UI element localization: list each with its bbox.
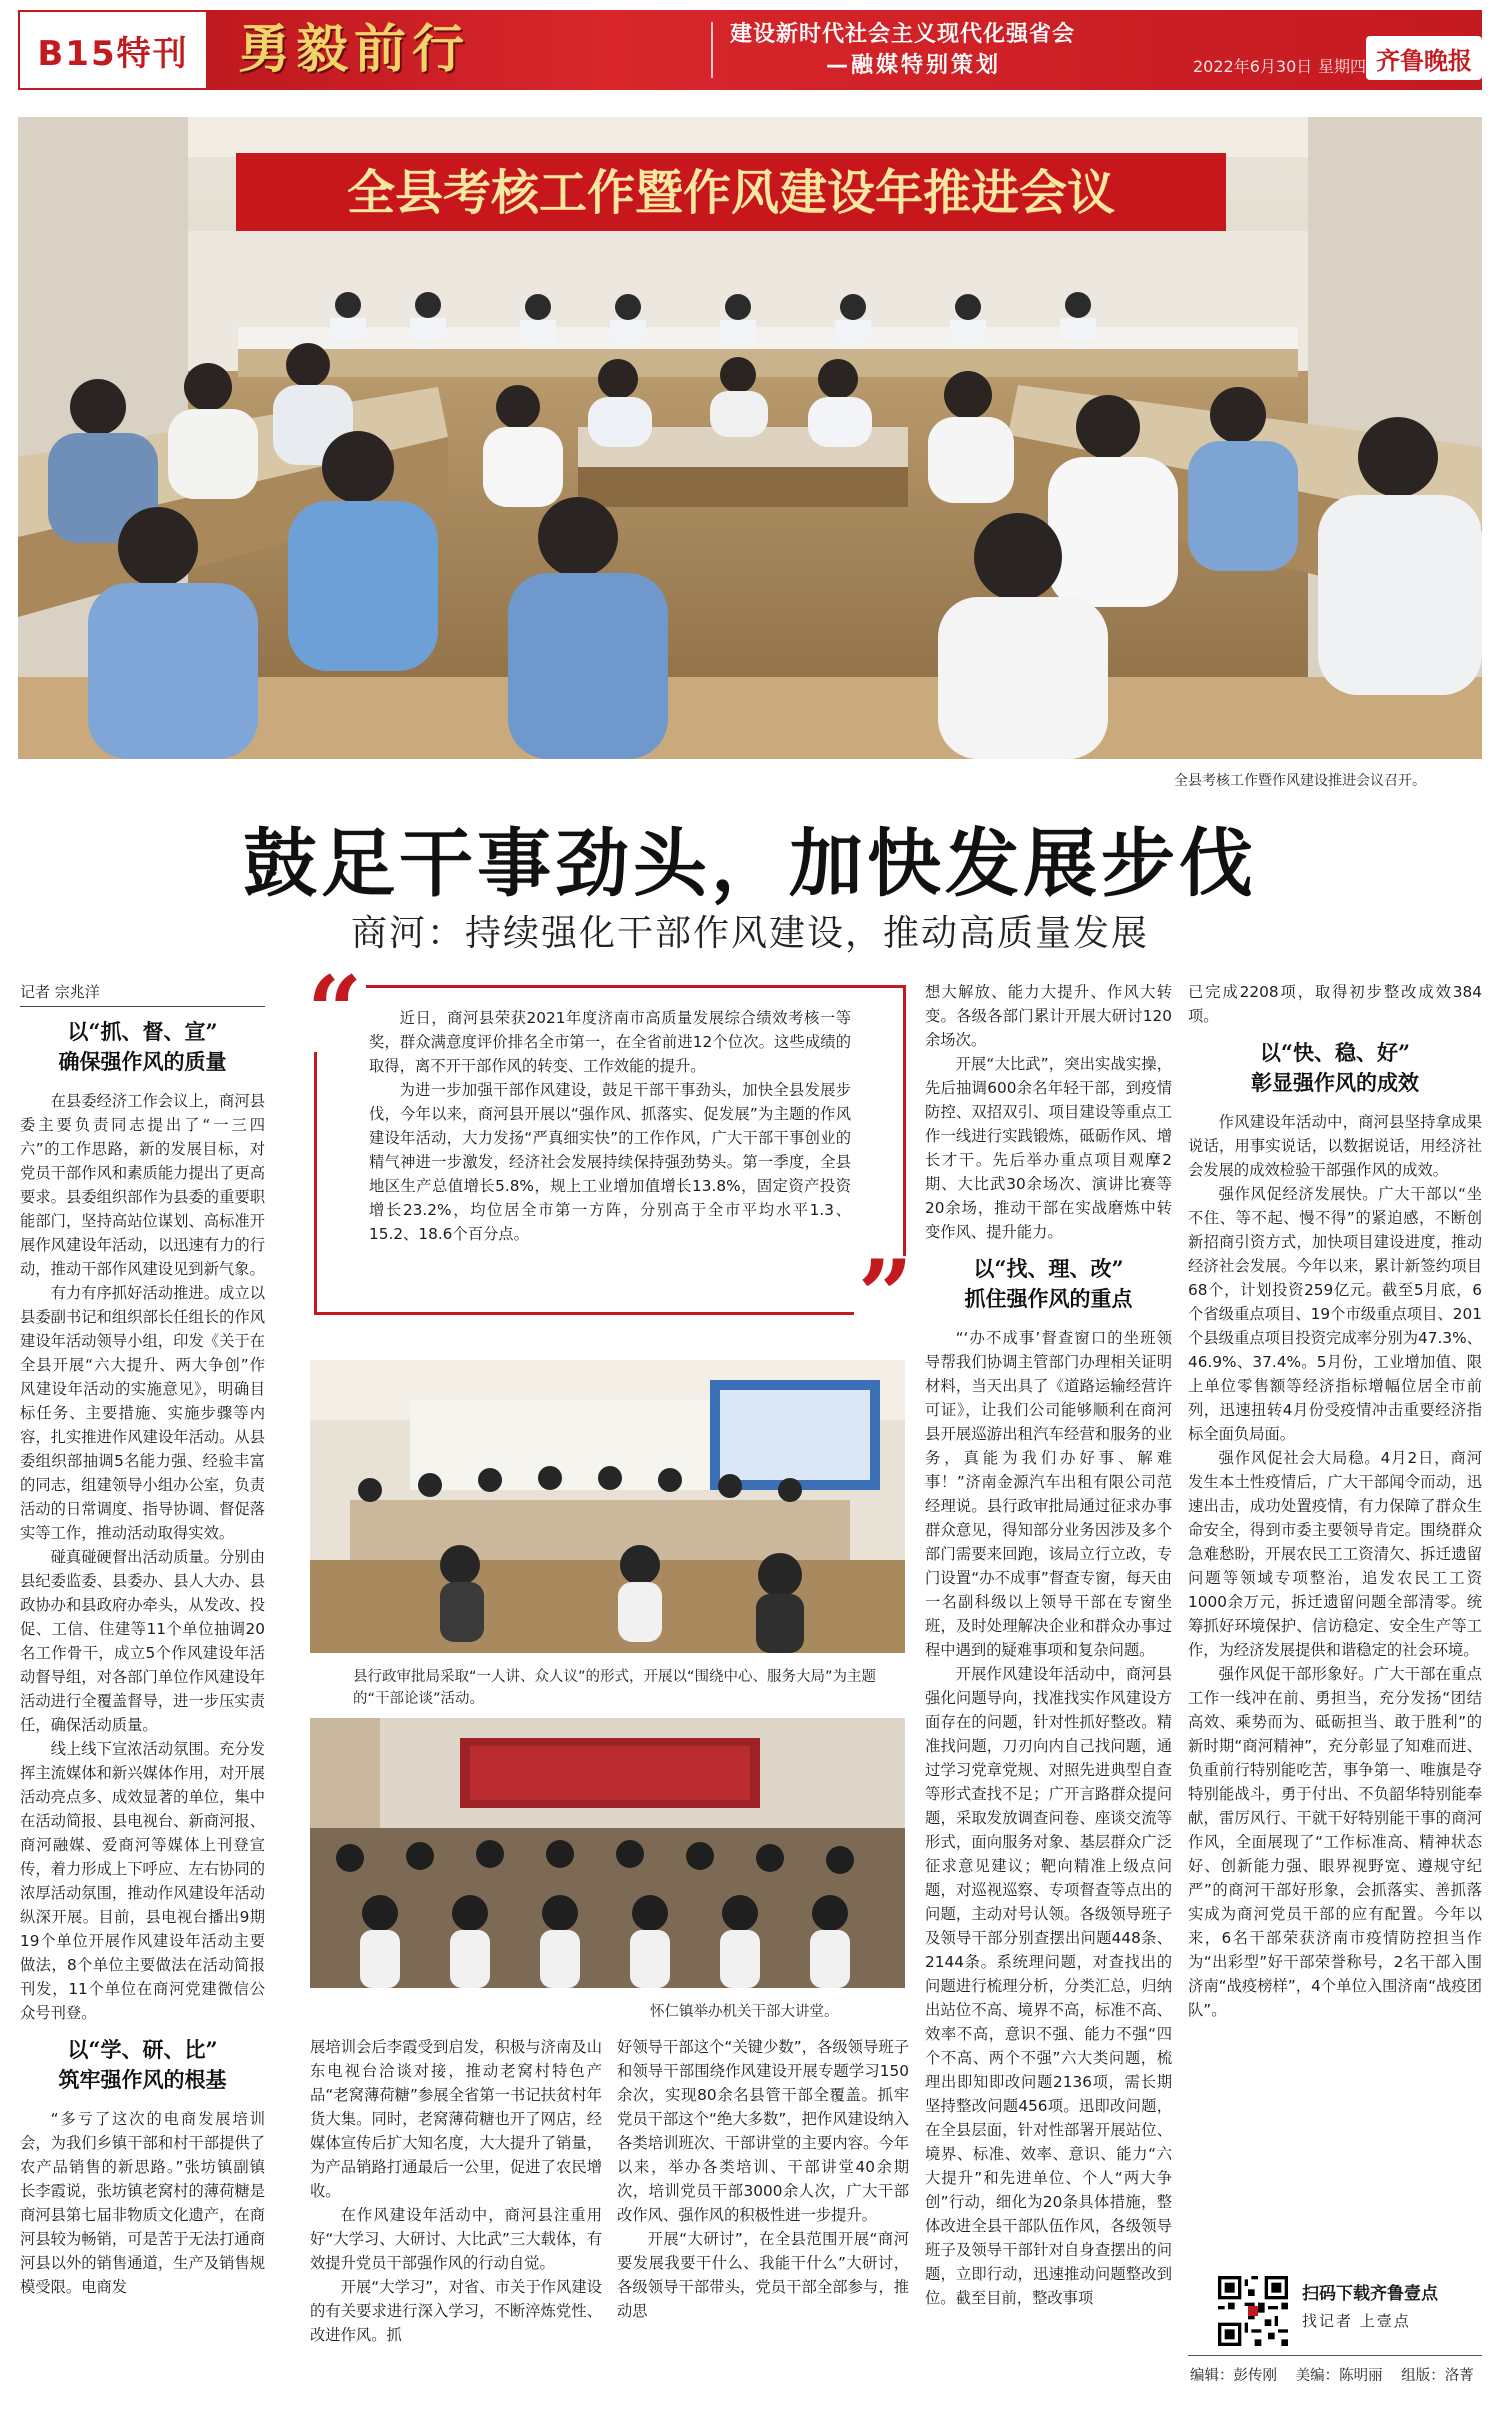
section1-title-line2: 确保强作风的质量: [58, 1049, 227, 1074]
column-1: [20, 980, 265, 2385]
slogan-sub-line1: 建设新时代社会主义现代化强省会: [730, 22, 1076, 47]
paragraph: 强作风促社会大局稳。4月2日，商河发生本土性疫情后，广大干部闻令而动，迅速出击，成功处置疫情，有力保障了群众生命安全，得到市委主要领导肯定。围绕群众急难愁盼，开展农民工工资清欠、拆迁遗留问题等领域专项整治，追发农民工工资1000余万元，拆迁遗留问题全部清零。统筹抓好环境保护、信访稳定、安全生产等工作，为经济发展提供和谐稳定的社会环境。: [1188, 1449, 1482, 1659]
section2-title-line2: 筑牢强作风的根基: [58, 2067, 227, 2092]
qr-code-icon[interactable]: [1218, 2276, 1288, 2346]
byline: 记者 宗兆洋: [20, 980, 265, 1007]
slogan-subtitle: [730, 20, 1075, 82]
paragraph: 展培训会后李霞受到启发，积极与济南及山东电视台洽谈对接，推动老窝村特色产品“老窝薄荷糖”参展全省第一书记扶贫村年货大集。同时，老窝薄荷糖也开了网店，经媒体宣传后扩大知名度，大大提升了销量，为产品销路打通最后一公里，促进了农民增收。: [310, 2038, 602, 2200]
subheadline: 商河：持续强化干部作风建设，推动高质量发展: [350, 913, 1149, 954]
paragraph: 线上线下宣浓活动氛围。充分发挥主流媒体和新兴媒体作用，对开展活动亮点多、成效显著的单位，集中在活动简报、县电视台、新商河报、商河融媒、爱商河等媒体上刊登宣传，着力形成上下呼应、左右协同的浓厚活动氛围，推动作风建设年活动纵深开展。目前，县电视台播出9期19个单位开展作风建设年活动主要做法，8个单位主要做法在活动简报刊发，11个单位在商河党建微信公众号刊登。: [20, 1740, 265, 2022]
paragraph: 在作风建设年活动中，商河县注重用好“大学习、大研讨、大比武”三大载体，有效提升党员干部强作风的行动自觉。: [310, 2206, 602, 2272]
newspaper-name: 齐鲁晚报: [1376, 45, 1472, 75]
paragraph: 碰真碰硬督出活动质量。分别由县纪委监委、县委办、县人大办、县政协办和县政府办牵头，从发改、投促、工信、住建等11个单位抽调20名工作骨干，成立5个作风建设年活动督导组，对各部门单位作风建设年活动进行全覆盖督导，进一步压实责任，确保活动质量。: [20, 1548, 265, 1734]
issue-weekday: 星期四: [1318, 57, 1367, 76]
section3-title-line2: 抓住强作风的重点: [964, 1286, 1133, 1311]
paragraph: 开展作风建设年活动中，商河县强化问题导向，找准找实作风建设方面存在的问题，针对性抓好整改。精准找问题，刀刃向内自己找问题，通过学习党章党规、对照先进典型自查等形式查找不足；广开言路群众提问题，采取发放调查问卷、座谈交流等形式，面向服务对象、基层群众广泛征求意见建议；靶向精准上级点问题，对巡视巡察、专项督查等点出的问题，主动对号认领。各级领导班子及领导干部分别查摆出问题448条、2144条。系统理问题，对查找出的问题进行梳理分析，分类汇总，归纳出站位不高、境界不高，标准不高、效率不高，意识不强、能力不强“四个不高、两个不强”六大类问题，梳理出即知即改问题2136项，需长期坚持整改问题456项。迅即改问题，在全县层面，针对性部署开展站位、境界、标准、效率、意识、能力“六大提升”和先进单位、个人“两大争创”行动，细化为20条具体措施，整体改进全县干部队伍作风，各级领导班子及领导干部针对自身查摆出的问题，立即行动，迅速推动问题整改到位。截至目前，整改事项: [925, 1665, 1172, 2307]
paragraph: “多亏了这次的电商发展培训会，为我们乡镇干部和村干部提供了农产品销售的新思路。”张坊镇副镇长李霞说，张坊镇老窝村的薄荷糖是商河县第七届非物质文化遗产，在商河县较为畅销，可是苦于无法打通商河县以外的销售通道，生产及销售规模受限。电商发: [20, 2110, 265, 2296]
paragraph: 已完成2208项，取得初步整改成效384项。: [1188, 983, 1482, 1025]
slogan-sub-line2: —融媒特别策划: [826, 53, 1002, 78]
close-quote-icon: ”: [854, 1256, 917, 1336]
intro-paragraph: 近日，商河县荣获2021年度济南市高质量发展综合绩效考核一等奖，群众满意度评价排名全市第一，在全省前进12个位次。这些成绩的取得，离不开干部作风的转变、工作效能的提升。: [369, 1009, 851, 1075]
photo-huairen-lecture: [310, 1718, 905, 1988]
paragraph: 在县委经济工作会议上，商河县委主要负责同志提出了“一三四六”的工作思路，新的发展目标，对党员干部作风和素质能力提出了更高要求。县委组织部作为县委的重要职能部门，坚持高站位谋划、高标准开展作风建设年活动，以迅速有力的行动，推动干部作风建设见到新气象。: [20, 1092, 265, 1278]
section3-title-line1: 以“找、理、改”: [973, 1256, 1124, 1281]
section4-title: [1188, 1038, 1482, 1098]
intro-paragraph: 为进一步加强干部作风建设，鼓足干部干事劲头，加快全县发展步伐，今年以来，商河县开展以“强作风、抓落实、促发展”为主题的作风建设年活动，大力发扬“严真细实快”的工作作风，广大干部干事创业的精气神进一步激发，经济社会发展持续保持强劲势头。第一季度，全县地区生产总值增长5.8%，规上工业增加值增长13.8%，固定资产投资增长23.2%，均位居全市第一方阵，分别高于全市平均水平1.3、15.2、18.6个百分点。: [369, 1081, 851, 1243]
slogan-divider: [711, 22, 713, 78]
paragraph: 开展“大比武”，突出实战实操，先后抽调600余名年轻干部，到疫情防控、双招双引、项目建设等重点工作一线进行实践锻炼，砥砺作风、增长才干。先后举办重点项目观摩2期、大比武30余场次、演讲比赛等20余场，推动干部在实战磨炼中转变作风、提升能力。: [925, 1055, 1172, 1241]
main-photo-caption: 全县考核工作暨作风建设推进会议召开。: [1174, 773, 1426, 789]
paragraph: 作风建设年活动中，商河县坚持拿成果说话，用事实说话，以数据说话，用经济社会发展的成效检验干部强作风的成效。: [1188, 1113, 1482, 1179]
issue-date: 2022年6月30日: [1193, 57, 1313, 76]
meeting-banner-text: 全县考核工作暨作风建设年推进会议: [346, 165, 1116, 221]
page-number: [18, 10, 208, 90]
column-2-bottom: [310, 2035, 602, 2385]
paragraph: 有力有序抓好活动推进。成立以县委副书记和组织部长任组长的作风建设年活动领导小组，印发《关于在全县开展“六大提升、两大争创”作风建设年活动的实施意见》，明确目标任务、主要措施、实施步骤等内容，扎实推进作风建设年活动。从县委组织部抽调5名能力强、经验丰富的同志，组建领导小组办公室，负责活动的日常调度、指导协调、督促落实等工作，推动活动取得实效。: [20, 1284, 265, 1542]
credit-editor: 编辑：彭传刚: [1190, 2368, 1277, 2384]
section2-title: [20, 2035, 265, 2095]
slogan: 勇毅前行: [238, 19, 471, 80]
paragraph: 想大解放、能力大提升、作风大转变。各级各部门累计开展大研讨120余场次。: [925, 983, 1172, 1049]
column-3-bottom: [617, 2035, 909, 2385]
newspaper-logo: [1366, 36, 1482, 80]
paragraph: 好领导干部这个“关键少数”，各级领导班子和领导干部围绕作风建设开展专题学习150余次，实现80余名县管干部全覆盖。抓牢党员干部这个“绝大多数”，把作风建设纳入各类培训班次、干部讲堂的主要内容。今年以来，举办各类培训、干部讲堂40余期次，培训党员干部3000余人次，广大干部改作风、强作风的积极性进一步提升。: [617, 2038, 909, 2224]
main-photo-meeting: [18, 117, 1482, 759]
paragraph: 强作风促干部形象好。广大干部在重点工作一线冲在前、勇担当，充分发扬“团结高效、乘势而为、砥砺担当、敢于胜利”的新时期“商河精神”，充分彰显了知难而进、负重前行特别能吃苦，事争第一、唯旗是夺特别能战斗，勇于付出、不负韶华特别能奉献，雷厉风行、干就干好特别能干事的商河作风，全面展现了“工作标准高、精神状态好、创新能力强、眼界视野宽、遵规守纪严”的商河干部好形象，会抓落实、善抓落实成为商河党员干部的应有配置。今年以来，6名干部荣获济南市疫情防控担当作为“出彩型”好干部荣誉称号，2名干部入围济南“战疫榜样”，4个单位入围济南“战疫团队”。: [1188, 1665, 1482, 2019]
page-credits: [1190, 2364, 1482, 2385]
qr-download-area: [1218, 2276, 1482, 2358]
section2-title-line1: 以“学、研、比”: [67, 2037, 218, 2062]
credit-art: 美编：陈明丽: [1295, 2368, 1383, 2384]
credit-proof: 组版：洛菁: [1401, 2368, 1474, 2384]
photo-admin-bureau-forum: [310, 1360, 905, 1653]
qr-line2: 找记者 上壹点: [1302, 2312, 1411, 2330]
intro-quote-box: [307, 955, 913, 1352]
section4-title-line1: 以“快、稳、好”: [1259, 1040, 1411, 1065]
page-label: B15特刊: [37, 33, 189, 74]
column-4: [925, 980, 1172, 2350]
masthead: [18, 10, 1482, 90]
paragraph: “‘办不成事’督查窗口的坐班领导帮我们协调主管部门办理相关证明材料，当天出具了《道路运输经营许可证》，让我们公司能够顺利在商河县开展巡游出租汽车经营和服务的业务，真能为我们办好事、解难事！”济南金源汽车出租有限公司范经理说。县行政审批局通过征求办事群众意见，得知部分业务因涉及多个部门需要来回跑，该局立行立改，专门设置“办不成事”督查专窗，每天由一名副科级以上领导干部在专窗坐班，及时处理解决企业和群众办事过程中遇到的疑难事项和复杂问题。: [925, 1329, 1172, 1659]
section3-title: [925, 1254, 1172, 1314]
qr-line1: 扫码下载齐鲁壹点: [1302, 2284, 1438, 2304]
headline: 鼓足干事劲头，加快发展步伐: [243, 821, 1257, 907]
section1-title: [20, 1017, 265, 1077]
paragraph: 开展“大研讨”，在全县范围开展“商河要发展我要干什么、我能干什么”大研讨，各级领导干部带头，党员干部全部参与，推动思: [617, 2230, 909, 2320]
paragraph: 强作风促经济发展快。广大干部以“坐不住、等不起、慢不得”的紧迫感，不断创新招商引资方式，加快项目建设进度，推动经济社会发展。今年以来，累计新签约项目68个，计划投资259亿元。截至5月底，6个省级重点项目、19个市级重点项目、201个县级重点项目投资完成率分别为47.3%、46.9%、37.4%。5月份，工业增加值、限上单位零售额等经济指标增幅位居全市前列，迅速扭转4月份受疫情冲击重要经济指标全面负局面。: [1188, 1185, 1482, 1443]
section4-title-line2: 彰显强作风的成效: [1251, 1070, 1419, 1095]
section1-title-line1: 以“抓、督、宣”: [67, 1019, 218, 1044]
footer-divider: [1188, 2355, 1482, 2356]
photo-low-caption: 怀仁镇举办机关干部大讲堂。: [650, 2004, 839, 2020]
photo-mid-caption: 县行政审批局采取“一人讲、众人议”的形式，开展以“围绕中心、服务大局”为主题的“干部论谈”活动。: [353, 1669, 877, 1707]
qr-text: [1302, 2280, 1438, 2334]
open-quote-icon: “: [303, 972, 366, 1052]
column-5: [1188, 980, 1482, 2060]
paragraph: 开展“大学习”，对省、市关于作风建设的有关要求进行深入学习，不断淬炼党性、改进作风。抓: [310, 2278, 602, 2344]
